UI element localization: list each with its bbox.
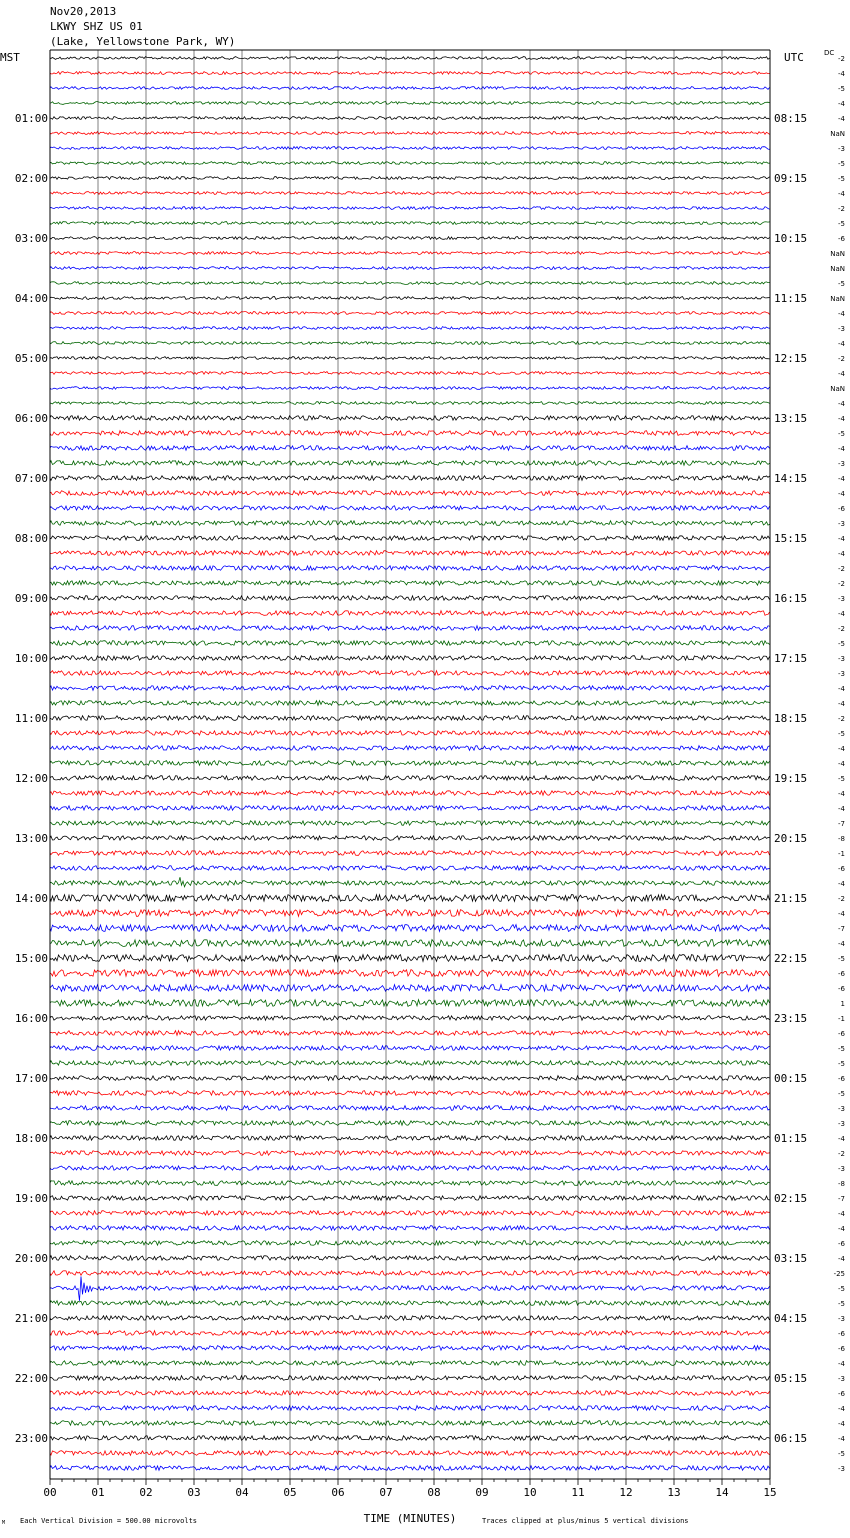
left-hour-label: 18:00 <box>14 1132 48 1145</box>
trace-87 <box>50 1361 770 1366</box>
trace-57 <box>50 910 770 917</box>
trace-offset-label: -4 <box>838 115 845 123</box>
trace-offset-label: -3 <box>838 1120 845 1128</box>
right-hour-label: 12:15 <box>774 352 808 365</box>
trace-offset-label: -6 <box>838 1240 845 1248</box>
trace-offset-label: -6 <box>838 1390 845 1398</box>
x-tick-label-03: 03 <box>187 1486 201 1499</box>
trace-59 <box>50 940 770 947</box>
x-tick-label-08: 08 <box>427 1486 441 1499</box>
trace-64 <box>50 1016 770 1021</box>
right-hour-label: 17:15 <box>774 652 808 665</box>
right-hour-label: 22:15 <box>774 952 808 965</box>
right-hour-label: 02:15 <box>774 1192 808 1205</box>
trace-41 <box>50 671 770 676</box>
right-hour-label: 20:15 <box>774 832 808 845</box>
trace-25 <box>50 431 770 436</box>
right-hour-label: 19:15 <box>774 772 808 785</box>
trace-72 <box>50 1136 770 1141</box>
trace-offset-label: -4 <box>838 700 845 708</box>
trace-34 <box>50 566 770 571</box>
trace-offset-label: -2 <box>838 205 845 213</box>
trace-74 <box>50 1166 770 1171</box>
trace-44 <box>50 716 770 721</box>
trace-offset-label: -4 <box>838 1435 845 1443</box>
x-tick-label-14: 14 <box>715 1486 729 1499</box>
trace-offset-label: -4 <box>838 1255 845 1263</box>
trace-26 <box>50 446 770 451</box>
trace-offset-label: -4 <box>838 550 845 558</box>
right-hour-label: 04:15 <box>774 1312 808 1325</box>
left-hour-label: 13:00 <box>14 832 48 845</box>
right-hour-label: 13:15 <box>774 412 808 425</box>
right-hour-label: 14:15 <box>774 472 808 485</box>
trace-offset-label: -5 <box>838 430 845 438</box>
trace-63 <box>50 1000 770 1007</box>
trace-offset-label: -4 <box>838 190 845 198</box>
trace-33 <box>50 551 770 556</box>
trace-69 <box>50 1091 770 1096</box>
trace-90 <box>50 1406 770 1411</box>
trace-offset-label: -2 <box>838 1150 845 1158</box>
trace-offset-label: -4 <box>838 805 845 813</box>
trace-13 <box>50 252 770 255</box>
trace-offset-label: -5 <box>838 730 845 738</box>
trace-28 <box>50 476 770 481</box>
trace-29 <box>50 491 770 496</box>
trace-19 <box>50 342 770 345</box>
trace-85 <box>50 1331 770 1336</box>
x-tick-label-06: 06 <box>331 1486 345 1499</box>
trace-offset-label: -4 <box>838 310 845 318</box>
trace-offset-label: -2 <box>838 625 845 633</box>
right-hour-label: 01:15 <box>774 1132 808 1145</box>
trace-24 <box>50 416 770 421</box>
x-tick-label-00: 00 <box>43 1486 57 1499</box>
trace-49 <box>50 791 770 796</box>
trace-11 <box>50 222 770 225</box>
trace-70 <box>50 1106 770 1111</box>
trace-offset-label: -5 <box>838 85 845 93</box>
x-tick-label-09: 09 <box>475 1486 489 1499</box>
trace-77 <box>50 1211 770 1216</box>
trace-offset-label: 1 <box>840 1000 845 1008</box>
trace-58 <box>50 925 770 932</box>
left-hour-label: 09:00 <box>14 592 48 605</box>
trace-offset-label: -6 <box>838 1330 845 1338</box>
trace-23 <box>50 402 770 405</box>
trace-36 <box>50 596 770 601</box>
trace-offset-label: -6 <box>838 985 845 993</box>
trace-16 <box>50 297 770 300</box>
x-tick-label-05: 05 <box>283 1486 297 1499</box>
trace-51 <box>50 821 770 826</box>
trace-32 <box>50 536 770 541</box>
trace-offset-label: -3 <box>838 520 845 528</box>
right-hour-label: 18:15 <box>774 712 808 725</box>
trace-37 <box>50 611 770 616</box>
trace-offset-label: -6 <box>838 1030 845 1038</box>
trace-15 <box>50 282 770 285</box>
left-timezone-label: MST <box>0 51 20 64</box>
trace-offset-label: -25 <box>833 1270 845 1278</box>
trace-68 <box>50 1076 770 1081</box>
trace-10 <box>50 207 770 210</box>
right-hour-label: 23:15 <box>774 1012 808 1025</box>
trace-offset-label: -2 <box>838 895 845 903</box>
trace-offset-label: -5 <box>838 1045 845 1053</box>
trace-40 <box>50 656 770 661</box>
trace-48 <box>50 776 770 781</box>
trace-80 <box>50 1256 770 1261</box>
trace-offset-label: -3 <box>838 460 845 468</box>
right-timezone-label: UTC <box>784 51 804 64</box>
trace-offset-label: NaN <box>830 295 845 303</box>
trace-17 <box>50 312 770 315</box>
trace-43 <box>50 701 770 706</box>
trace-75 <box>50 1181 770 1186</box>
trace-54 <box>50 866 770 871</box>
trace-50 <box>50 806 770 811</box>
trace-offset-label: -4 <box>838 940 845 948</box>
trace-offset-label: -1 <box>838 1015 845 1023</box>
left-hour-label: 22:00 <box>14 1372 48 1385</box>
trace-offset-label: -3 <box>838 595 845 603</box>
grid-layer <box>50 50 770 1485</box>
trace-offset-label: -6 <box>838 865 845 873</box>
trace-offset-label: -7 <box>838 925 845 933</box>
trace-5 <box>50 132 770 135</box>
trace-offset-label: -3 <box>838 1165 845 1173</box>
trace-88 <box>50 1376 770 1381</box>
trace-offset-label: NaN <box>830 385 845 393</box>
right-hour-label: 05:15 <box>774 1372 808 1385</box>
header-location: (Lake, Yellowstone Park, WY) <box>50 35 236 48</box>
left-hour-label: 06:00 <box>14 412 48 425</box>
trace-27 <box>50 461 770 466</box>
trace-offset-label: -3 <box>838 1315 845 1323</box>
trace-78 <box>50 1226 770 1231</box>
trace-offset-label: -4 <box>838 760 845 768</box>
right-hour-label: 16:15 <box>774 592 808 605</box>
x-tick-label-04: 04 <box>235 1486 249 1499</box>
trace-67 <box>50 1061 770 1066</box>
left-hour-label: 16:00 <box>14 1012 48 1025</box>
trace-offset-label: -4 <box>838 535 845 543</box>
left-hour-label: 07:00 <box>14 472 48 485</box>
left-hour-label: 19:00 <box>14 1192 48 1205</box>
trace-83 <box>50 1301 770 1306</box>
trace-offset-label: -4 <box>838 340 845 348</box>
left-hour-label: 05:00 <box>14 352 48 365</box>
trace-20 <box>50 357 770 360</box>
trace-offset-label: -6 <box>838 235 845 243</box>
trace-offset-label: -4 <box>838 610 845 618</box>
trace-offset-label: -4 <box>838 1225 845 1233</box>
trace-offset-label: -2 <box>838 355 845 363</box>
right-hour-label: 08:15 <box>774 112 808 125</box>
trace-layer <box>50 57 770 1471</box>
trace-76 <box>50 1196 770 1201</box>
trace-offset-label: -8 <box>838 1180 845 1188</box>
left-hour-label: 02:00 <box>14 172 48 185</box>
trace-offset-label: -4 <box>838 685 845 693</box>
trace-55 <box>50 877 770 887</box>
trace-0 <box>50 57 770 60</box>
trace-offset-label: -4 <box>838 790 845 798</box>
trace-6 <box>50 147 770 150</box>
trace-offset-label: -5 <box>838 1300 845 1308</box>
trace-offset-label: -1 <box>838 850 845 858</box>
trace-offset-label: -3 <box>838 670 845 678</box>
trace-offset-label: NaN <box>830 250 845 258</box>
right-hour-label: 11:15 <box>774 292 808 305</box>
trace-73 <box>50 1151 770 1156</box>
x-tick-label-02: 02 <box>139 1486 153 1499</box>
trace-47 <box>50 761 770 766</box>
trace-39 <box>50 641 770 646</box>
header-date: Nov20,2013 <box>50 5 117 18</box>
trace-offset-label: -3 <box>838 1465 845 1473</box>
trace-offset-label: -4 <box>838 1210 845 1218</box>
x-tick-label-01: 01 <box>91 1486 105 1499</box>
dc-label: DC <box>824 49 835 57</box>
trace-offset-label: -4 <box>838 1405 845 1413</box>
left-hour-label: 14:00 <box>14 892 48 905</box>
trace-offset-label: -2 <box>838 55 845 63</box>
left-hour-label: 10:00 <box>14 652 48 665</box>
trace-offset-label: -4 <box>838 1420 845 1428</box>
trace-52 <box>50 836 770 841</box>
trace-3 <box>50 102 770 105</box>
left-hour-label: 08:00 <box>14 532 48 545</box>
left-hour-label: 03:00 <box>14 232 48 245</box>
trace-81 <box>50 1271 770 1276</box>
trace-56 <box>50 895 770 902</box>
trace-offset-label: -4 <box>838 745 845 753</box>
trace-22 <box>50 387 770 390</box>
trace-30 <box>50 506 770 511</box>
trace-offset-label: -4 <box>838 490 845 498</box>
trace-92 <box>50 1436 770 1441</box>
trace-offset-label: -5 <box>838 1285 845 1293</box>
trace-2 <box>50 87 770 90</box>
right-hour-label: 06:15 <box>774 1432 808 1445</box>
trace-31 <box>50 521 770 526</box>
trace-offset-label: -6 <box>838 505 845 513</box>
trace-offset-label: -6 <box>838 1075 845 1083</box>
trace-86 <box>50 1346 770 1351</box>
trace-53 <box>50 851 770 856</box>
trace-38 <box>50 626 770 631</box>
trace-79 <box>50 1241 770 1246</box>
trace-offset-label: -5 <box>838 1060 845 1068</box>
trace-offset-label: -4 <box>838 1135 845 1143</box>
trace-21 <box>50 372 770 375</box>
trace-offset-label: -4 <box>838 370 845 378</box>
trace-14 <box>50 267 770 270</box>
trace-91 <box>50 1421 770 1426</box>
left-hour-label: 01:00 <box>14 112 48 125</box>
right-hour-label: 00:15 <box>774 1072 808 1085</box>
right-hour-label: 15:15 <box>774 532 808 545</box>
left-hour-label: 15:00 <box>14 952 48 965</box>
left-hour-label: 20:00 <box>14 1252 48 1265</box>
trace-65 <box>50 1031 770 1036</box>
trace-18 <box>50 327 770 330</box>
trace-offset-label: -4 <box>838 475 845 483</box>
x-tick-label-11: 11 <box>571 1486 585 1499</box>
trace-4 <box>50 117 770 120</box>
trace-89 <box>50 1391 770 1396</box>
trace-12 <box>50 237 770 240</box>
trace-61 <box>50 970 770 977</box>
footer-clip-note: Traces clipped at plus/minus 5 vertical divisions <box>482 1517 689 1525</box>
trace-94 <box>50 1466 770 1471</box>
trace-offset-label: -4 <box>838 880 845 888</box>
trace-1 <box>50 72 770 75</box>
trace-offset-label: -4 <box>838 910 845 918</box>
trace-offset-label: -6 <box>838 970 845 978</box>
trace-offset-label: -4 <box>838 1360 845 1368</box>
trace-offset-label: -5 <box>838 775 845 783</box>
trace-offset-label: -5 <box>838 1450 845 1458</box>
x-axis-title: TIME (MINUTES) <box>363 1512 457 1525</box>
footer-mark: M <box>2 1520 6 1526</box>
trace-offset-label: -3 <box>838 145 845 153</box>
trace-7 <box>50 162 770 165</box>
left-hour-label: 17:00 <box>14 1072 48 1085</box>
trace-45 <box>50 731 770 736</box>
trace-offset-label: -4 <box>838 415 845 423</box>
trace-offset-label: -3 <box>838 1375 845 1383</box>
trace-46 <box>50 746 770 751</box>
trace-60 <box>50 955 770 962</box>
right-hour-label: 09:15 <box>774 172 808 185</box>
trace-9 <box>50 192 770 195</box>
trace-offset-label: -7 <box>838 820 845 828</box>
trace-offset-label: -5 <box>838 1090 845 1098</box>
trace-offset-label: -2 <box>838 715 845 723</box>
trace-offset-label: -2 <box>838 565 845 573</box>
x-tick-label-13: 13 <box>667 1486 681 1499</box>
trace-offset-label: -8 <box>838 835 845 843</box>
trace-offset-label: -5 <box>838 220 845 228</box>
x-tick-label-07: 07 <box>379 1486 393 1499</box>
trace-offset-label: -3 <box>838 1105 845 1113</box>
x-tick-label-10: 10 <box>523 1486 537 1499</box>
left-hour-label: 23:00 <box>14 1432 48 1445</box>
footer-scale-note: Each Vertical Division = 500.00 microvolts <box>20 1517 198 1525</box>
trace-84 <box>50 1316 770 1321</box>
trace-offset-label: -3 <box>838 655 845 663</box>
x-tick-label-15: 15 <box>763 1486 777 1499</box>
right-hour-label: 03:15 <box>774 1252 808 1265</box>
x-tick-label-12: 12 <box>619 1486 633 1499</box>
trace-offset-label: NaN <box>830 130 845 138</box>
trace-35 <box>50 581 770 586</box>
trace-62 <box>50 985 770 992</box>
trace-offset-label: -4 <box>838 100 845 108</box>
trace-offset-label: NaN <box>830 265 845 273</box>
trace-offset-label: -5 <box>838 280 845 288</box>
trace-offset-label: -5 <box>838 175 845 183</box>
left-hour-label: 12:00 <box>14 772 48 785</box>
left-hour-label: 04:00 <box>14 292 48 305</box>
trace-offset-label: -3 <box>838 325 845 333</box>
trace-offset-label: -4 <box>838 445 845 453</box>
trace-offset-label: -4 <box>838 400 845 408</box>
trace-82 <box>50 1276 770 1300</box>
trace-66 <box>50 1046 770 1051</box>
trace-offset-label: -5 <box>838 160 845 168</box>
trace-71 <box>50 1121 770 1126</box>
trace-42 <box>50 686 770 691</box>
trace-93 <box>50 1451 770 1456</box>
right-hour-label: 10:15 <box>774 232 808 245</box>
left-hour-label: 11:00 <box>14 712 48 725</box>
trace-offset-label: -4 <box>838 70 845 78</box>
trace-offset-label: -5 <box>838 955 845 963</box>
trace-8 <box>50 177 770 180</box>
trace-offset-label: -5 <box>838 640 845 648</box>
trace-offset-label: -7 <box>838 1195 845 1203</box>
trace-offset-label: -2 <box>838 580 845 588</box>
header-station: LKWY SHZ US 01 <box>50 20 143 33</box>
trace-offset-label: -6 <box>838 1345 845 1353</box>
right-hour-label: 21:15 <box>774 892 808 905</box>
left-hour-label: 21:00 <box>14 1312 48 1325</box>
